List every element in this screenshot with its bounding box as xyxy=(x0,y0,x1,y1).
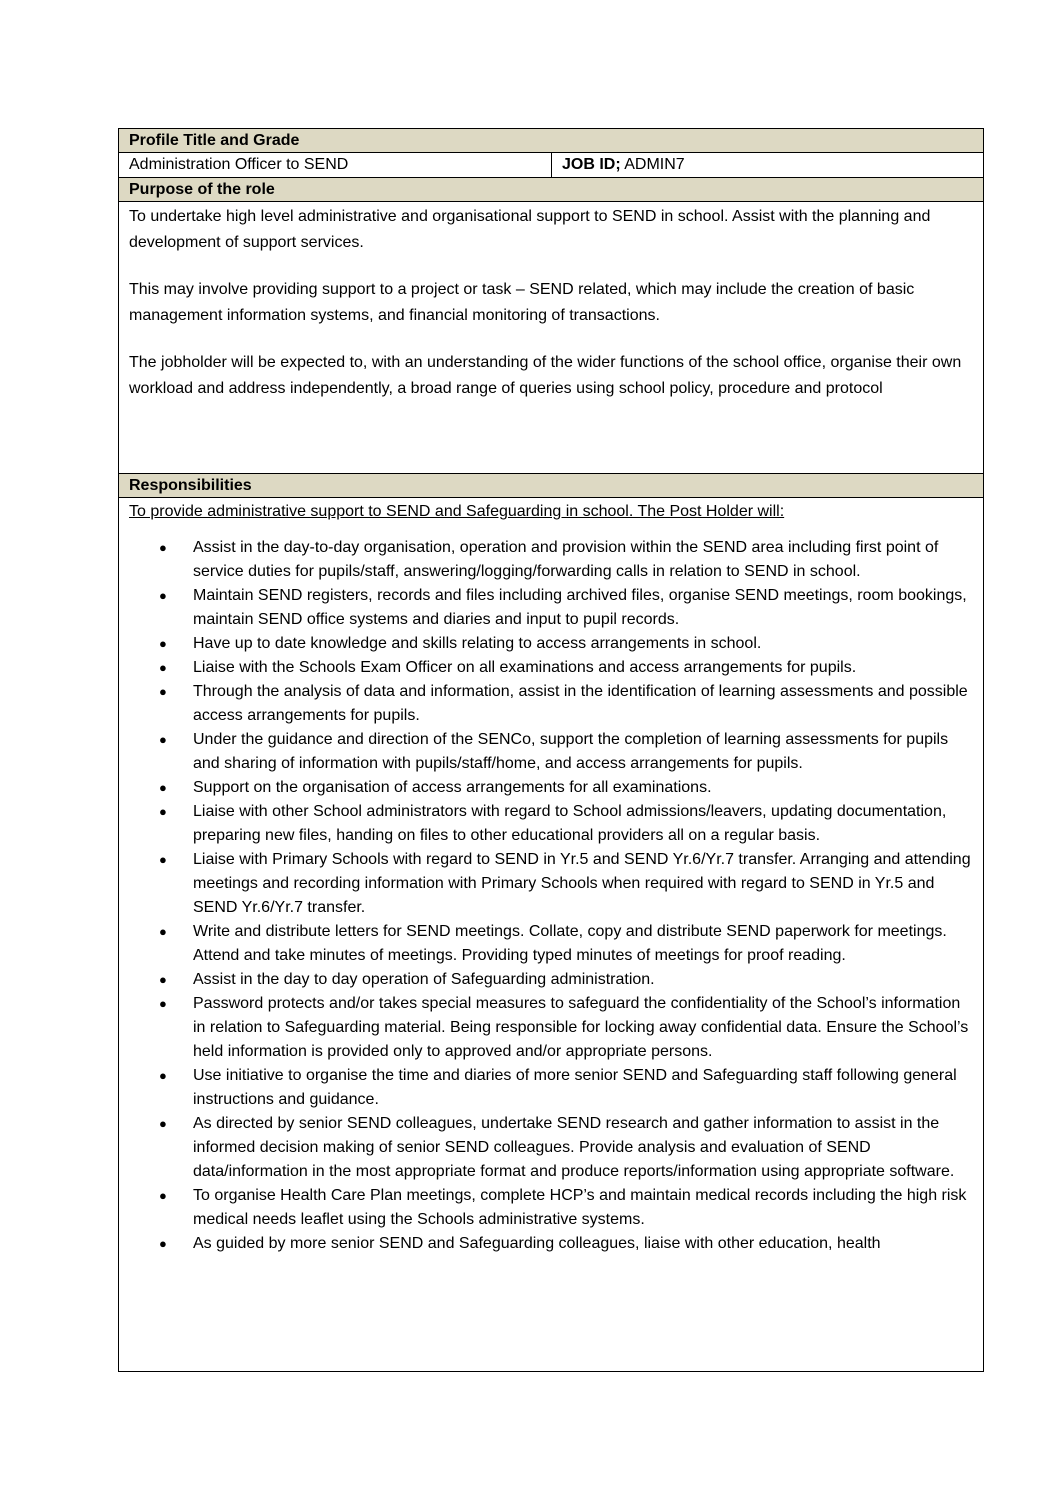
list-item xyxy=(129,1232,973,1256)
purpose-section xyxy=(119,202,983,474)
bullet-icon: ● xyxy=(159,924,167,939)
bullet-icon: ● xyxy=(159,1188,167,1203)
list-item xyxy=(129,632,973,656)
responsibilities-list xyxy=(129,536,973,1256)
responsibility-text: Password protects and/or takes special measures to safeguard the confidentiality of the School’s information in relation to Safeguarding material. Being responsible for locking away confidential data. Ensure the School’s held information is provided only to approved and/or appropriate persons. xyxy=(193,995,969,1060)
responsibility-text: As guided by more senior SEND and Safeguarding colleagues, liaise with other education, health xyxy=(193,1235,881,1252)
list-item xyxy=(129,968,973,992)
responsibility-text: Use initiative to organise the time and diaries of more senior SEND and Safeguarding staff following general instructions and guidance. xyxy=(193,1067,957,1108)
list-item xyxy=(129,728,973,776)
job-id-value: ADMIN7 xyxy=(620,156,685,173)
responsibility-text: As directed by senior SEND colleagues, undertake SEND research and gather information to assist in the informed decision making of senior SEND colleagues. Provide analysis and evaluation of SEND data/information in the most appropriate format and produce reports/information using appropriate software. xyxy=(193,1115,955,1180)
list-item xyxy=(129,680,973,728)
profile-title-value: Administration Officer to SEND xyxy=(119,153,552,177)
responsibilities-header: Responsibilities xyxy=(119,474,983,498)
bullet-icon: ● xyxy=(159,1116,167,1131)
responsibility-text: To organise Health Care Plan meetings, complete HCP’s and maintain medical records including the high risk medical needs leaflet using the Schools administrative systems. xyxy=(193,1187,967,1228)
responsibility-text: Write and distribute letters for SEND meetings. Collate, copy and distribute SEND paperwork for meetings. Attend and take minutes of meetings. Providing typed minutes of meetings for proof reading. xyxy=(193,923,947,964)
responsibility-text: Liaise with other School administrators with regard to School admissions/leavers, updating documentation, preparing new files, handing on files to other educational providers all on a regular basis. xyxy=(193,803,947,844)
list-item xyxy=(129,536,973,584)
responsibility-text: Liaise with the Schools Exam Officer on all examinations and access arrangements for pupils. xyxy=(193,659,857,676)
list-item xyxy=(129,1064,973,1112)
bullet-icon: ● xyxy=(159,972,167,987)
list-item xyxy=(129,1184,973,1232)
responsibility-text: Through the analysis of data and information, assist in the identification of learning assessments and possible access arrangements for pupils. xyxy=(193,683,968,724)
bullet-icon: ● xyxy=(159,732,167,747)
responsibility-text: Have up to date knowledge and skills relating to access arrangements in school. xyxy=(193,635,762,652)
job-id-label: JOB ID; xyxy=(562,156,621,173)
purpose-paragraph: This may involve providing support to a project or task – SEND related, which may include the creation of basic management information systems, and financial monitoring of transactions. xyxy=(129,281,915,324)
responsibility-text: Assist in the day to day operation of Safeguarding administration. xyxy=(193,971,655,988)
bullet-icon: ● xyxy=(159,804,167,819)
job-id-cell xyxy=(552,153,983,177)
list-item xyxy=(129,920,973,968)
bullet-icon: ● xyxy=(159,588,167,603)
bullet-icon: ● xyxy=(159,780,167,795)
bullet-icon: ● xyxy=(159,996,167,1011)
list-item xyxy=(129,1112,973,1184)
list-item xyxy=(129,848,973,920)
bullet-icon: ● xyxy=(159,852,167,867)
profile-title-header: Profile Title and Grade xyxy=(119,129,983,153)
bullet-icon: ● xyxy=(159,1236,167,1251)
purpose-paragraph: To undertake high level administrative and organisational support to SEND in school. Assist with the planning and development of support services. xyxy=(129,208,931,251)
bullet-icon: ● xyxy=(159,684,167,699)
responsibility-text: Maintain SEND registers, records and files including archived files, organise SEND meetings, room bookings, maintain SEND office systems and diaries and input to pupil records. xyxy=(193,587,967,628)
list-item xyxy=(129,656,973,680)
bullet-icon: ● xyxy=(159,660,167,675)
bullet-icon: ● xyxy=(159,540,167,555)
responsibility-text: Liaise with Primary Schools with regard to SEND in Yr.5 and SEND Yr.6/Yr.7 transfer. Arranging and attending meetings and recording information with Primary Schools when required with regard to SEND in Yr.5 and SEND Yr.6/Yr.7 transfer. xyxy=(193,851,971,916)
list-item xyxy=(129,800,973,848)
responsibility-text: Assist in the day-to-day organisation, operation and provision within the SEND area including first point of service duties for pupils/staff, answering/logging/forwarding calls in relation to SEND in school. xyxy=(193,539,939,580)
list-item xyxy=(129,992,973,1064)
bullet-icon: ● xyxy=(159,636,167,651)
list-item xyxy=(129,584,973,632)
purpose-paragraph: The jobholder will be expected to, with an understanding of the wider functions of the school office, organise their own workload and address independently, a broad range of queries using school policy, procedure and protocol xyxy=(129,354,962,397)
responsibilities-section xyxy=(119,498,983,1371)
bullet-icon: ● xyxy=(159,1068,167,1083)
responsibility-text: Support on the organisation of access arrangements for all examinations. xyxy=(193,779,712,796)
job-profile-table xyxy=(118,128,984,1372)
list-item xyxy=(129,776,973,800)
purpose-header: Purpose of the role xyxy=(119,178,983,202)
responsibility-text: Under the guidance and direction of the SENCo, support the completion of learning assessments for pupils and sharing of information with pupils/staff/home, and access arrangements for pupils. xyxy=(193,731,949,772)
responsibilities-intro: To provide administrative support to SEND and Safeguarding in school. The Post Holder will: xyxy=(129,503,785,520)
profile-title-row xyxy=(119,153,983,178)
